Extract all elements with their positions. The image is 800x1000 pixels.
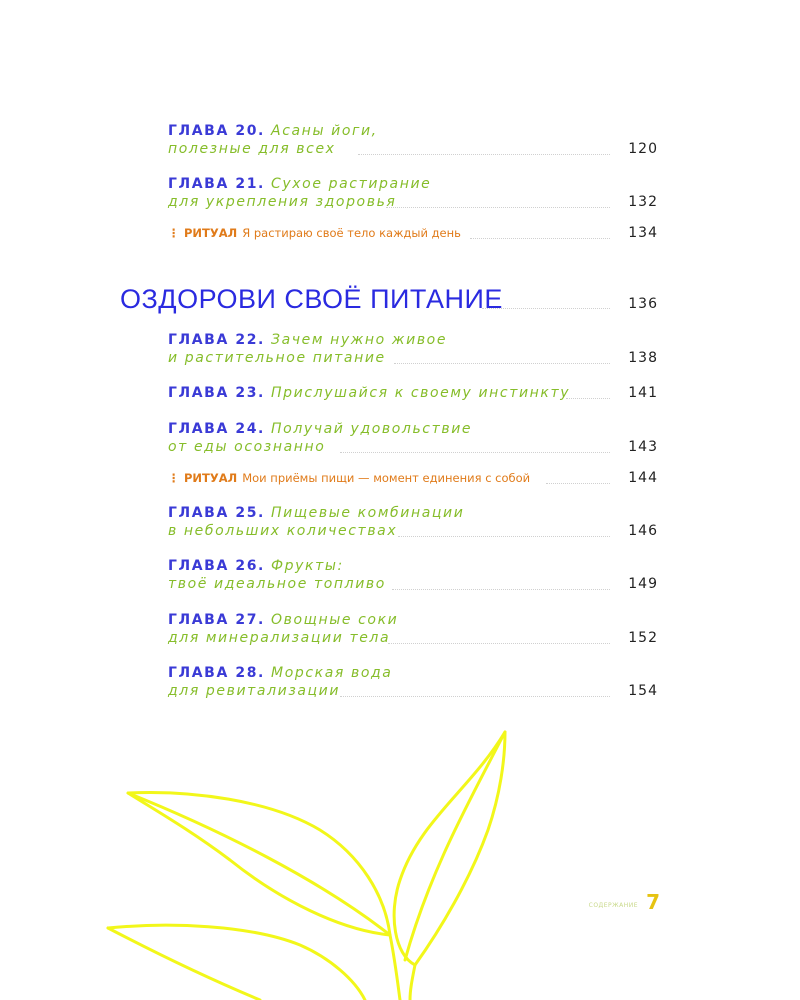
toc-entry[interactable]: [168, 557, 658, 593]
page-number: 132: [628, 194, 658, 210]
toc-entry-line-1: [168, 611, 658, 629]
dot-leader: [546, 483, 610, 484]
ritual-text: Мои приёмы пищи — момент единения с собой: [242, 471, 531, 485]
chapter-number: ГЛАВА 23.: [168, 385, 265, 401]
footer-page-number: 7: [646, 890, 660, 914]
toc-entry[interactable]: [168, 664, 658, 700]
page-number: 138: [628, 350, 658, 366]
ritual-line: [168, 224, 658, 242]
dot-leader: [340, 696, 610, 697]
dot-leader: [398, 536, 610, 537]
chapter-title: Пищевые комбинации: [271, 505, 465, 521]
page-number: 120: [628, 141, 658, 157]
ritual-text: Я растираю своё тело каждый день: [242, 226, 461, 240]
chapter-title-cont: в небольших количествах: [168, 523, 398, 539]
chapter-title-cont: твоё идеальное топливо: [168, 576, 386, 592]
toc-entry-line-1: [168, 504, 658, 522]
ritual-label: РИТУАЛ: [184, 471, 238, 485]
toc-entry-line-2: [168, 140, 658, 158]
chapter-title-cont: для ревитализации: [168, 683, 341, 699]
toc-entry-line-2: [168, 682, 658, 700]
toc-entry[interactable]: [168, 384, 658, 402]
page-number: 134: [628, 225, 658, 241]
chapter-title: Асаны йоги,: [271, 123, 378, 139]
toc-entry-line-2: [168, 349, 658, 367]
dot-leader: [388, 643, 610, 644]
chapter-title: Овощные соки: [271, 612, 399, 628]
toc-entry-line-2: [168, 522, 658, 540]
dot-leader: [386, 207, 610, 208]
chapter-number: ГЛАВА 28.: [168, 665, 265, 681]
page-number: 144: [628, 470, 658, 486]
dot-leader: [482, 308, 610, 309]
footer-label: содержание: [588, 900, 638, 909]
chapter-number: ГЛАВА 25.: [168, 505, 265, 521]
dot-leader: [394, 363, 610, 364]
page-number: 146: [628, 523, 658, 539]
toc-entry[interactable]: [168, 504, 658, 540]
ritual-line: [168, 469, 658, 487]
chapter-title: Фрукты:: [271, 558, 344, 574]
chapter-title-cont: от еды осознанно: [168, 439, 326, 455]
toc-entry[interactable]: [168, 331, 658, 367]
toc-entry-line-1: [168, 664, 658, 682]
toc-entry-line-1: [168, 384, 658, 402]
chapter-number: ГЛАВА 22.: [168, 332, 265, 348]
page-number: 149: [628, 576, 658, 592]
chapter-title: Зачем нужно живое: [271, 332, 448, 348]
toc-entry-line-1: [168, 331, 658, 349]
toc-entry[interactable]: [168, 122, 658, 158]
chapter-number: ГЛАВА 20.: [168, 123, 265, 139]
chapter-title: Прислушайся к своему инстинкту: [271, 385, 571, 401]
toc-entry[interactable]: [168, 611, 658, 647]
toc-ritual[interactable]: [168, 224, 658, 242]
page-footer: [560, 890, 660, 914]
dot-leader: [470, 238, 610, 239]
ritual-label: РИТУАЛ: [184, 226, 238, 240]
toc-entry-line-1: [168, 420, 658, 438]
ritual-marker-icon: ⋮: [168, 226, 180, 240]
chapter-title-cont: полезные для всех: [168, 141, 336, 157]
chapter-title-cont: для минерализации тела: [168, 630, 391, 646]
toc-entry-line-1: [168, 557, 658, 575]
section-title: ОЗДОРОВИ СВОЁ ПИТАНИЕ: [120, 284, 503, 314]
page-number: 136: [628, 296, 658, 312]
chapter-number: ГЛАВА 24.: [168, 421, 265, 437]
toc-entry-line-2: [168, 629, 658, 647]
toc-entry[interactable]: [168, 420, 658, 456]
chapter-title: Получай удовольствие: [271, 421, 473, 437]
section-heading[interactable]: [120, 284, 658, 314]
page-number: 152: [628, 630, 658, 646]
toc-entry[interactable]: [168, 175, 658, 211]
dot-leader: [566, 398, 610, 399]
chapter-number: ГЛАВА 27.: [168, 612, 265, 628]
page-number: 154: [628, 683, 658, 699]
dot-leader: [340, 452, 610, 453]
chapter-title-cont: для укрепления здоровья: [168, 194, 397, 210]
chapter-title: Сухое растирание: [271, 176, 432, 192]
toc-entry-line-2: [168, 575, 658, 593]
ritual-marker-icon: ⋮: [168, 471, 180, 485]
toc-entry-line-1: [168, 122, 658, 140]
chapter-title: Морская вода: [271, 665, 393, 681]
dot-leader: [358, 154, 610, 155]
chapter-number: ГЛАВА 21.: [168, 176, 265, 192]
page-number: 141: [628, 385, 658, 401]
toc-ritual[interactable]: [168, 469, 658, 487]
page-number: 143: [628, 439, 658, 455]
toc-entry-line-1: [168, 175, 658, 193]
chapter-title-cont: и растительное питание: [168, 350, 386, 366]
toc-entry-line-2: [168, 193, 658, 211]
dot-leader: [392, 589, 610, 590]
chapter-number: ГЛАВА 26.: [168, 558, 265, 574]
toc-entry-line-2: [168, 438, 658, 456]
